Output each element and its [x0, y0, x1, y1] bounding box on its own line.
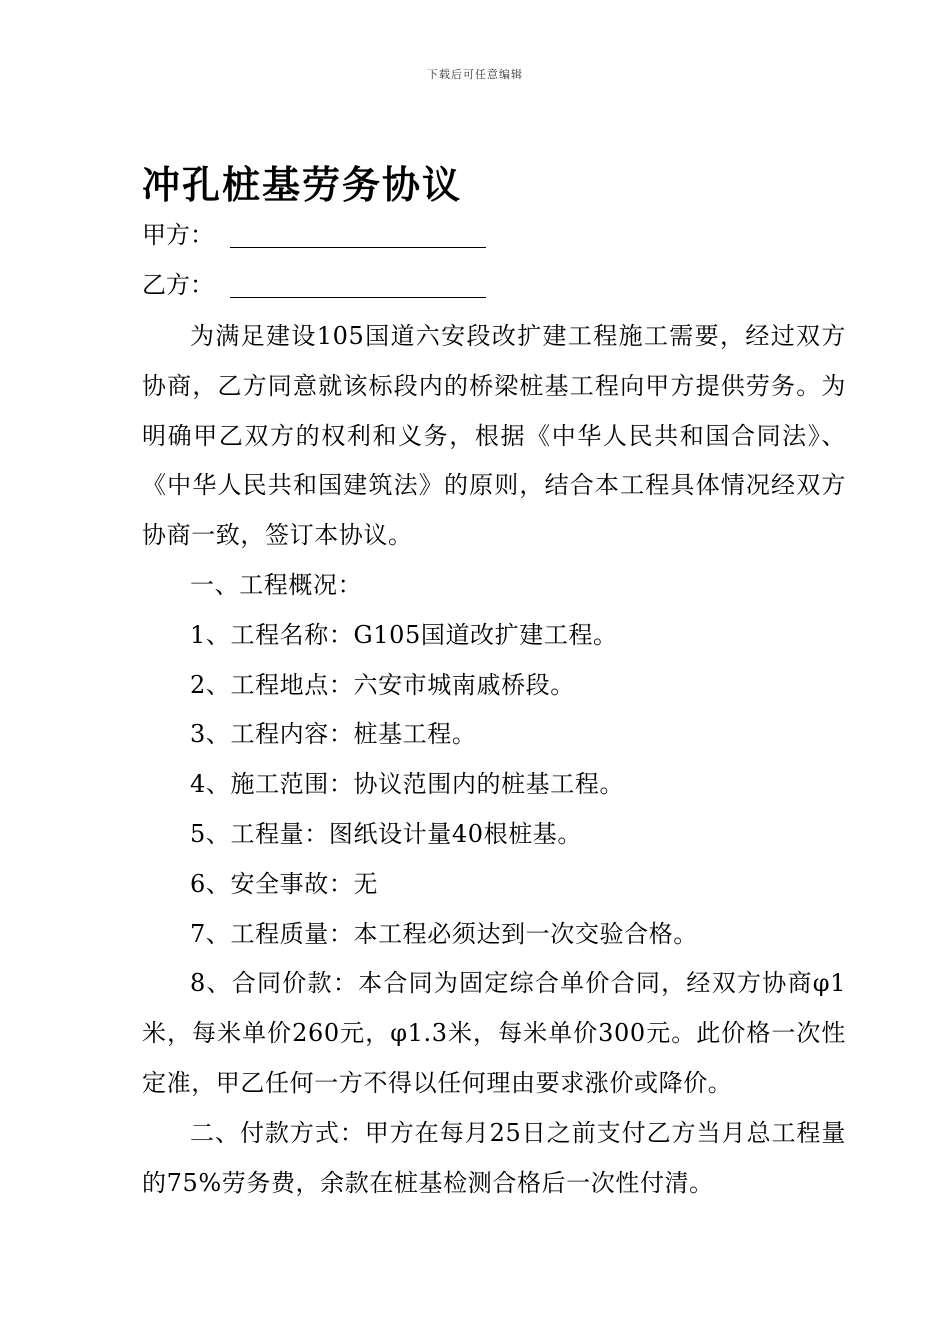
section-payment-method: 二、付款方式：甲方在每月25日之前支付乙方当月总工程量的75%劳务费，余款在桩基检测合格后一次性付清。 — [142, 1118, 846, 1197]
item-contract-price: 8、合同价款：本合同为固定综合单价合同，经双方协商φ1米，每米单价260元，φ1.3米，每米单价300元。此价格一次性定准，甲乙任何一方不得以任何理由要求涨价或降价。 — [142, 969, 846, 1097]
item-construction-scope: 4、施工范围：协议范围内的桩基工程。 — [190, 770, 625, 799]
section-heading-overview: 一、工程概况： — [190, 570, 363, 599]
header-note: 下载后可任意编辑 — [427, 68, 523, 81]
item-project-location: 2、工程地点：六安市城南戚桥段。 — [190, 670, 575, 699]
document-title: 冲孔桩基劳务协议 — [142, 162, 463, 207]
party-b-blank-line — [230, 297, 486, 298]
party-a-row — [142, 219, 230, 251]
party-a-blank-line — [230, 247, 486, 248]
item-safety-accidents: 6、安全事故：无 — [190, 869, 379, 898]
party-b-row — [142, 269, 230, 301]
party-a-label: 甲方： — [142, 221, 214, 249]
item-project-content: 3、工程内容：桩基工程。 — [190, 720, 477, 749]
party-b-label: 乙方： — [142, 271, 214, 299]
item-quality: 7、工程质量：本工程必须达到一次交验合格。 — [190, 919, 698, 948]
agreement-body — [142, 312, 846, 1208]
item-project-name: 1、工程名称：G105国道改扩建工程。 — [190, 620, 618, 649]
intro-paragraph: 为满足建设105国道六安段改扩建工程施工需要，经过双方协商，乙方同意就该标段内的桥梁桩基工程向甲方提供劳务。为明确甲乙双方的权利和义务，根据《中华人民共和国合同法》、《中华人民共和国建筑法》的原则，结合本工程具体情况经双方协商一致，签订本协议。 — [142, 322, 846, 550]
item-quantity: 5、工程量：图纸设计量40根桩基。 — [190, 819, 583, 848]
